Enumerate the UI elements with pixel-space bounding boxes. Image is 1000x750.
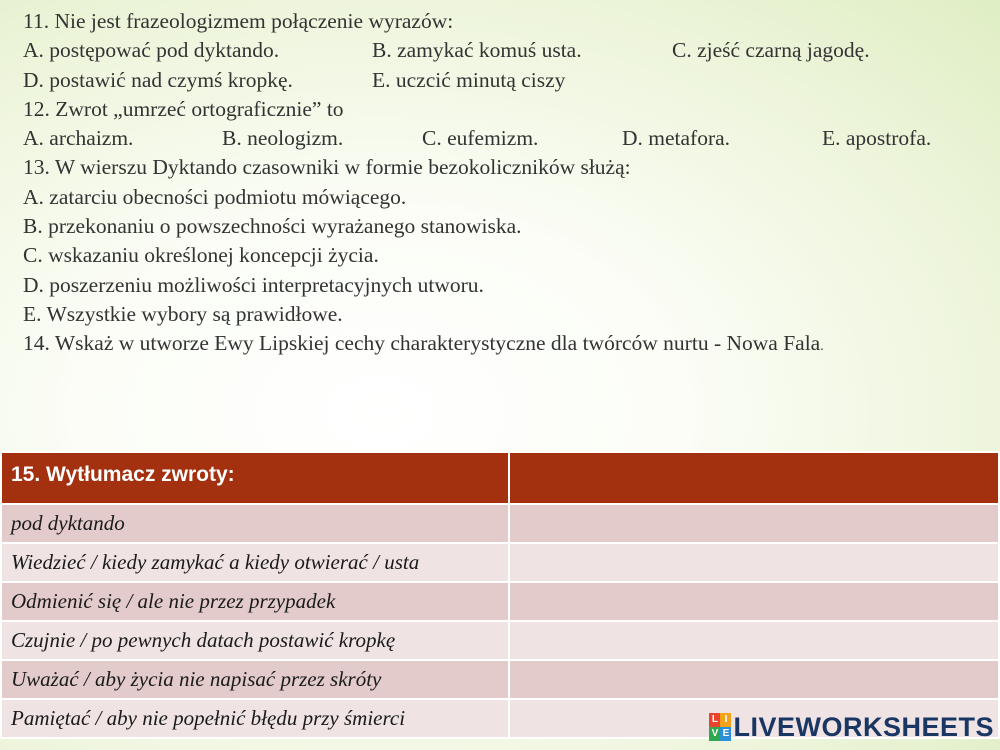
answer-cell[interactable] bbox=[509, 543, 999, 582]
q13-option-a: A. zatarciu obecności podmiotu mówiącego. bbox=[23, 184, 407, 209]
q13-option-d: D. poszerzeniu możliwości interpretacyjnych utworu. bbox=[23, 272, 484, 297]
q12-options-row bbox=[23, 124, 983, 153]
q11-option-c: C. zjeść czarną jagodę. bbox=[672, 38, 870, 63]
table-header-title: 15. Wytłumacz zwroty: bbox=[1, 452, 509, 504]
q14-title: 14. Wskaż w utworze Ewy Lipskiej cechy charakterystyczne dla twórców nurtu - Nowa Fala bbox=[23, 331, 821, 356]
phrase-cell: Wiedzieć / kiedy zamykać a kiedy otwierać / usta bbox=[1, 543, 509, 582]
q12-option-c: C. eufemizm. bbox=[422, 126, 539, 151]
phrase-cell: pod dyktando bbox=[1, 504, 509, 543]
q11-option-a: A. postępować pod dyktando. bbox=[23, 38, 280, 63]
q13-option-b: B. przekonaniu o powszechności wyrażanego stanowiska. bbox=[23, 214, 522, 239]
q13-title: 13. W wierszu Dyktando czasowniki w formie bezokoliczników służą: bbox=[23, 155, 631, 180]
table-row bbox=[1, 621, 999, 660]
table-header-row bbox=[1, 452, 999, 504]
answer-cell[interactable] bbox=[509, 621, 999, 660]
phrase-cell: Pamiętać / aby nie popełnić błędu przy śmierci bbox=[1, 699, 509, 738]
table-row bbox=[1, 660, 999, 699]
q12-option-b: B. neologizm. bbox=[222, 126, 344, 151]
logo-letter-v: V bbox=[709, 727, 720, 741]
q11-options-row-1 bbox=[23, 36, 983, 65]
logo-letter-i: I bbox=[720, 713, 731, 727]
q12-option-a: A. archaizm. bbox=[23, 126, 134, 151]
q12-title: 12. Zwrot „umrzeć ortograficznie” to bbox=[23, 96, 344, 121]
q11-option-e: E. uczcić minutą ciszy bbox=[372, 67, 566, 92]
q13-option-c: C. wskazaniu określonej koncepcji życia. bbox=[23, 243, 379, 268]
table-header-empty bbox=[509, 452, 999, 504]
logo-letter-l: L bbox=[709, 713, 720, 727]
q12-option-d: D. metafora. bbox=[622, 126, 731, 151]
q11-title: 11. Nie jest frazeologizmem połączenie wyrazów: bbox=[23, 9, 454, 33]
q11-option-b: B. zamykać komuś usta. bbox=[372, 38, 582, 63]
logo-letter-e: E bbox=[720, 727, 731, 741]
answer-cell[interactable] bbox=[509, 582, 999, 621]
liveworksheets-logo[interactable] bbox=[709, 710, 994, 744]
phrase-cell: Uważać / aby życia nie napisać przez skróty bbox=[1, 660, 509, 699]
q11-option-d: D. postawić nad czymś kropkę. bbox=[23, 67, 293, 92]
table-row bbox=[1, 582, 999, 621]
logo-text: LIVEWORKSHEETS bbox=[733, 711, 994, 742]
q14-title-line bbox=[23, 329, 983, 358]
answer-cell[interactable] bbox=[509, 660, 999, 699]
phrase-cell: Czujnie / po pewnych datach postawić kropkę bbox=[1, 621, 509, 660]
answer-cell[interactable] bbox=[509, 504, 999, 543]
phrases-table bbox=[0, 451, 1000, 739]
q13-option-e: E. Wszystkie wybory są prawidłowe. bbox=[23, 301, 343, 326]
questions-section bbox=[23, 7, 983, 359]
phrase-cell: Odmienić się / ale nie przez przypadek bbox=[1, 582, 509, 621]
q14-title-end: . bbox=[820, 339, 824, 355]
q12-option-e: E. apostrofa. bbox=[822, 126, 932, 151]
table-row bbox=[1, 504, 999, 543]
table-row bbox=[1, 543, 999, 582]
q11-options-row-2 bbox=[23, 66, 983, 95]
live-logo-icon bbox=[709, 713, 731, 741]
